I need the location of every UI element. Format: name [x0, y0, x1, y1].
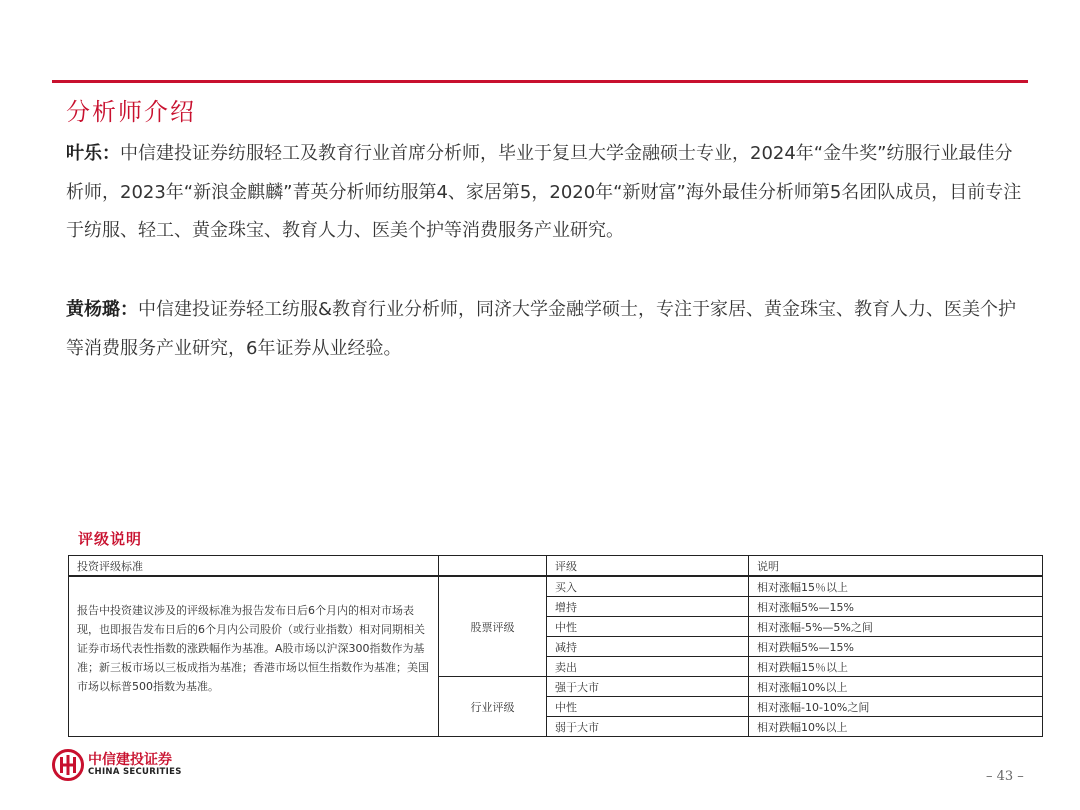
rating-cell: 增持 — [547, 597, 749, 617]
explanation-cell: 相对跌幅15％以上 — [749, 657, 1043, 677]
explanation-cell: 相对涨幅-10-10%之间 — [749, 697, 1043, 717]
explanation-cell: 相对跌幅5%—15% — [749, 637, 1043, 657]
analyst-bio-text: 中信建投证券轻工纺服&教育行业分析师，同济大学金融学硕士，专注于家居、黄金珠宝、教育人力、医美个护等消费服务产业研究，6年证券从业经验。 — [66, 299, 1017, 359]
rating-table — [68, 555, 1043, 737]
analyst-name: 叶乐： — [66, 143, 120, 164]
explanation-cell: 相对涨幅10%以上 — [749, 677, 1043, 697]
explanation-cell: 相对涨幅5%—15% — [749, 597, 1043, 617]
rating-cell: 中性 — [547, 617, 749, 637]
citic-logo-icon — [52, 749, 84, 781]
header-blank — [439, 556, 547, 577]
header-explanation: 说明 — [749, 556, 1043, 577]
rating-title: 评级说明 — [78, 530, 143, 548]
logo-chinese-name: 中信建投证券 — [88, 752, 172, 768]
analyst-bio-ye-le — [66, 135, 1030, 251]
top-rule — [52, 80, 1028, 83]
table-row — [69, 576, 1043, 597]
rating-cell: 强于大市 — [547, 677, 749, 697]
header-standard: 投资评级标准 — [69, 556, 439, 577]
rating-cell: 减持 — [547, 637, 749, 657]
section-title: 分析师介绍 — [66, 98, 196, 126]
explanation-cell: 相对跌幅10%以上 — [749, 717, 1043, 737]
analyst-name: 黄杨璐： — [66, 299, 138, 320]
rating-cell: 买入 — [547, 576, 749, 597]
rating-standard-text: 报告中投资建议涉及的评级标准为报告发布日后6个月内的相对市场表现，也即报告发布日后的6个月内公司股价（或行业指数）相对同期相关证券市场代表性指数的涨跌幅作为基准。A股市场以沪深300指数作为基准；新三板市场以三板成指为基准；香港市场以恒生指数作为基准；美国市场以标普500指数为基准。 — [69, 576, 439, 737]
analyst-bio-text: 中信建投证券纺服轻工及教育行业首席分析师，毕业于复旦大学金融硕士专业，2024年“金牛奖”纺服行业最佳分析师，2023年“新浪金麒麟”菁英分析师纺服第4、家居第5，2020年“新财富”海外最佳分析师第5名团队成员，目前专注于纺服、轻工、黄金珠宝、教育人力、医美个护等消费服务产业研究。 — [66, 143, 1022, 241]
industry-rating-category: 行业评级 — [439, 677, 547, 737]
rating-cell: 中性 — [547, 697, 749, 717]
logo-english-name: CHINA SECURITIES — [88, 767, 182, 777]
rating-cell: 卖出 — [547, 657, 749, 677]
explanation-cell: 相对涨幅15％以上 — [749, 576, 1043, 597]
rating-table-header — [69, 556, 1043, 577]
page-number: – 43 – — [986, 769, 1024, 784]
explanation-cell: 相对涨幅-5%—5%之间 — [749, 617, 1043, 637]
rating-cell: 弱于大市 — [547, 717, 749, 737]
analyst-bio-huang-yanglu — [66, 291, 1030, 368]
stock-rating-category: 股票评级 — [439, 576, 547, 677]
header-rating: 评级 — [547, 556, 749, 577]
